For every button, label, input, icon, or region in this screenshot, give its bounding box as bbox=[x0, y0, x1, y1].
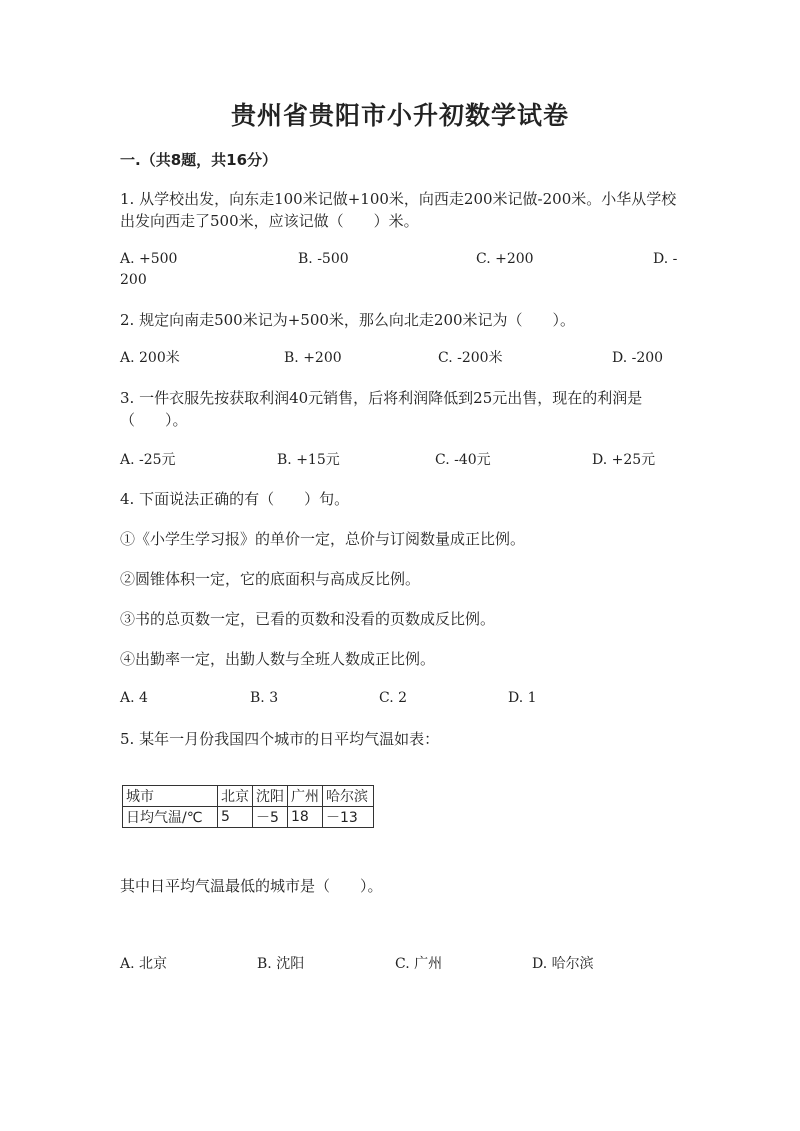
option-b[interactable]: B. +200 bbox=[284, 350, 342, 366]
table-cell: －5 bbox=[253, 807, 288, 828]
question-3: 3. 一件衣服先按获取利润40元销售，后将利润降低到25元出售，现在的利润是（ ）。 bbox=[120, 389, 643, 429]
question-5-followup: 其中日平均气温最低的城市是（ ）。 bbox=[120, 877, 383, 895]
statement-2: ②圆锥体积一定，它的底面积与高成反比例。 bbox=[120, 570, 421, 588]
question-4-options bbox=[120, 688, 680, 732]
option-d[interactable]: D. -200 bbox=[612, 350, 664, 366]
statement-1: ①《小学生学习报》的单价一定，总价与订阅数量成正比例。 bbox=[120, 530, 526, 548]
temperature-table bbox=[122, 785, 374, 828]
statement-4: ④出勤率一定，出勤人数与全班人数成正比例。 bbox=[120, 650, 436, 668]
table-cell: 广州 bbox=[288, 786, 323, 807]
question-2: 2. 规定向南走500米记为+500米，那么向北走200米记为（ ）。 bbox=[120, 311, 576, 329]
table-row bbox=[123, 807, 374, 828]
table-row bbox=[123, 786, 374, 807]
option-a[interactable]: A. 北京 bbox=[120, 956, 168, 972]
option-d[interactable]: D. - bbox=[653, 251, 678, 267]
statement-3: ③书的总页数一定，已看的页数和没看的页数成反比例。 bbox=[120, 610, 496, 628]
table-cell: －13 bbox=[323, 807, 374, 828]
table-cell: 18 bbox=[288, 807, 323, 828]
section-heading: 一.（共8题，共16分） bbox=[120, 151, 278, 169]
option-c[interactable]: C. 2 bbox=[379, 690, 408, 706]
option-d[interactable]: D. 1 bbox=[508, 690, 537, 706]
exam-title: 贵州省贵阳市小升初数学试卷 bbox=[230, 101, 569, 130]
option-b[interactable]: B. 3 bbox=[250, 690, 279, 706]
table-cell: 沈阳 bbox=[253, 786, 288, 807]
option-d[interactable]: D. +25元 bbox=[592, 452, 656, 468]
table-cell: 城市 bbox=[123, 786, 218, 807]
table-cell: 日均气温/℃ bbox=[123, 807, 218, 828]
question-4: 4. 下面说法正确的有（ ）句。 bbox=[120, 490, 350, 508]
option-c[interactable]: C. -40元 bbox=[435, 452, 491, 468]
option-a[interactable]: A. -25元 bbox=[120, 452, 176, 468]
option-a[interactable]: A. 200米 bbox=[120, 350, 180, 366]
question-1-options bbox=[120, 249, 680, 293]
option-a[interactable]: A. +500 bbox=[120, 251, 178, 267]
option-c[interactable]: C. +200 bbox=[476, 251, 534, 267]
option-b[interactable]: B. +15元 bbox=[277, 452, 340, 468]
table-cell: 北京 bbox=[218, 786, 253, 807]
option-c[interactable]: C. 广州 bbox=[395, 956, 443, 972]
option-d-continued: 200 bbox=[120, 272, 147, 288]
question-1: 1. 从学校出发，向东走100米记做+100米，向西走200米记做-200米。小华从学校出发向西走了500米，应该记做（ ）米。 bbox=[120, 190, 677, 230]
question-2-options bbox=[120, 348, 680, 392]
table-cell: 5 bbox=[218, 807, 253, 828]
option-b[interactable]: B. -500 bbox=[298, 251, 349, 267]
option-c[interactable]: C. -200米 bbox=[438, 350, 503, 366]
question-5: 5. 某年一月份我国四个城市的日平均气温如表： bbox=[120, 730, 440, 748]
table-cell: 哈尔滨 bbox=[323, 786, 374, 807]
option-b[interactable]: B. 沈阳 bbox=[257, 956, 305, 972]
option-a[interactable]: A. 4 bbox=[120, 690, 148, 706]
question-5-options bbox=[120, 954, 680, 998]
option-d[interactable]: D. 哈尔滨 bbox=[532, 956, 594, 972]
